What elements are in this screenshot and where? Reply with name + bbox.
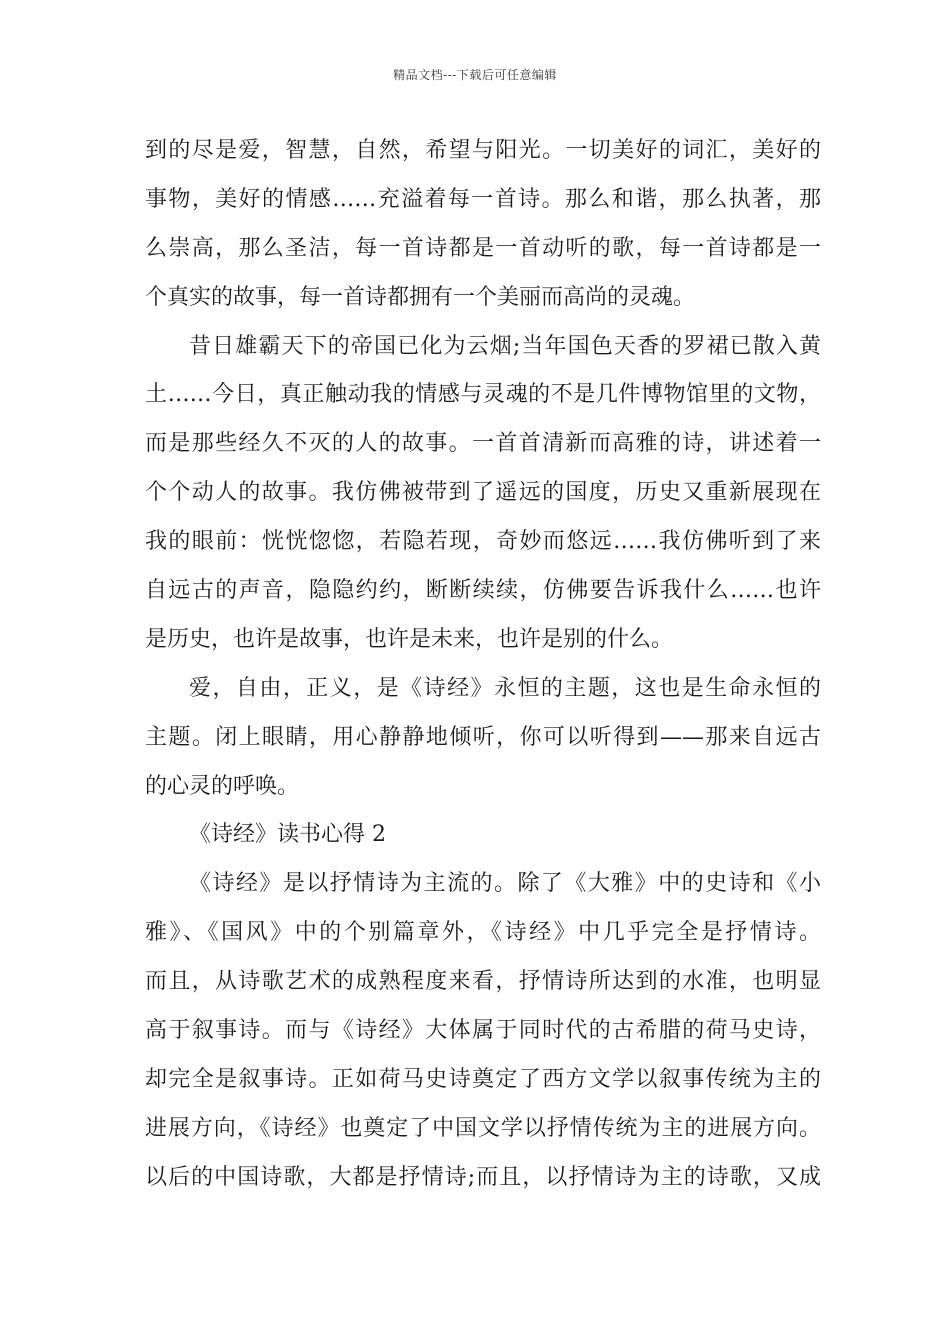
text-line: 雅》、《国风》中的个别篇章外，《诗经》中几乎完全是抒情诗。: [145, 920, 821, 946]
text-line: 而且，从诗歌艺术的成熟程度来看，抒情诗所达到的水准，也明显: [145, 969, 821, 995]
text-line: 事物，美好的情感……充溢着每一首诗。那么和谐，那么执著，那: [145, 186, 821, 212]
text-line: 《诗经》是以抒情诗为主流的。除了《大雅》中的史诗和《小: [189, 871, 821, 897]
text-line: 却完全是叙事诗。正如荷马史诗奠定了西方文学以叙事传统为主的: [145, 1066, 821, 1092]
text-line: 个真实的故事，每一首诗都拥有一个美丽而高尚的灵魂。: [145, 284, 696, 310]
text-line: 高于叙事诗。而与《诗经》大体属于同时代的古希腊的荷马史诗，: [145, 1018, 821, 1044]
text-line: 以后的中国诗歌，大都是抒情诗;而且，以抒情诗为主的诗歌，又成: [145, 1164, 821, 1190]
text-line: 是历史，也许是故事，也许是未来，也许是别的什么。: [145, 626, 674, 652]
page-header: 精品文档---下载后可任意编辑: [393, 68, 557, 82]
text-line: 个个动人的故事。我仿佛被带到了遥远的国度，历史又重新展现在: [145, 480, 821, 506]
text-line: 昔日雄霸天下的帝国已化为云烟;当年国色天香的罗裙已散入黄: [189, 333, 821, 359]
text-line: 进展方向，《诗经》也奠定了中国文学以抒情传统为主的进展方向。: [145, 1115, 821, 1141]
text-line: 而是那些经久不灭的人的故事。一首首清新而高雅的诗，讲述着一: [145, 431, 821, 457]
text-line: 的心灵的呼唤。: [145, 773, 300, 799]
text-line: 到的尽是爱，智慧，自然，希望与阳光。一切美好的词汇，美好的: [145, 138, 821, 163]
section-heading: 《诗经》读书心得 2: [189, 822, 386, 848]
text-line: 我的眼前：恍恍惚惚，若隐若现，奇妙而悠远……我仿佛听到了来: [145, 529, 821, 555]
text-line: 自远古的声音，隐隐约约，断断续续，仿佛要告诉我什么……也许: [145, 578, 821, 604]
text-line: 主题。闭上眼睛，用心静静地倾听，你可以听得到——那来自远古: [145, 724, 821, 750]
text-line: 爱，自由，正义，是《诗经》永恒的主题，这也是生命永恒的: [189, 675, 821, 701]
text-line: 土……今日，真正触动我的情感与灵魂的不是几件博物馆里的文物，: [145, 382, 821, 408]
document-body: [145, 127, 821, 1203]
text-line: 么崇高，那么圣洁，每一首诗都是一首动听的歌，每一首诗都是一: [145, 235, 821, 261]
